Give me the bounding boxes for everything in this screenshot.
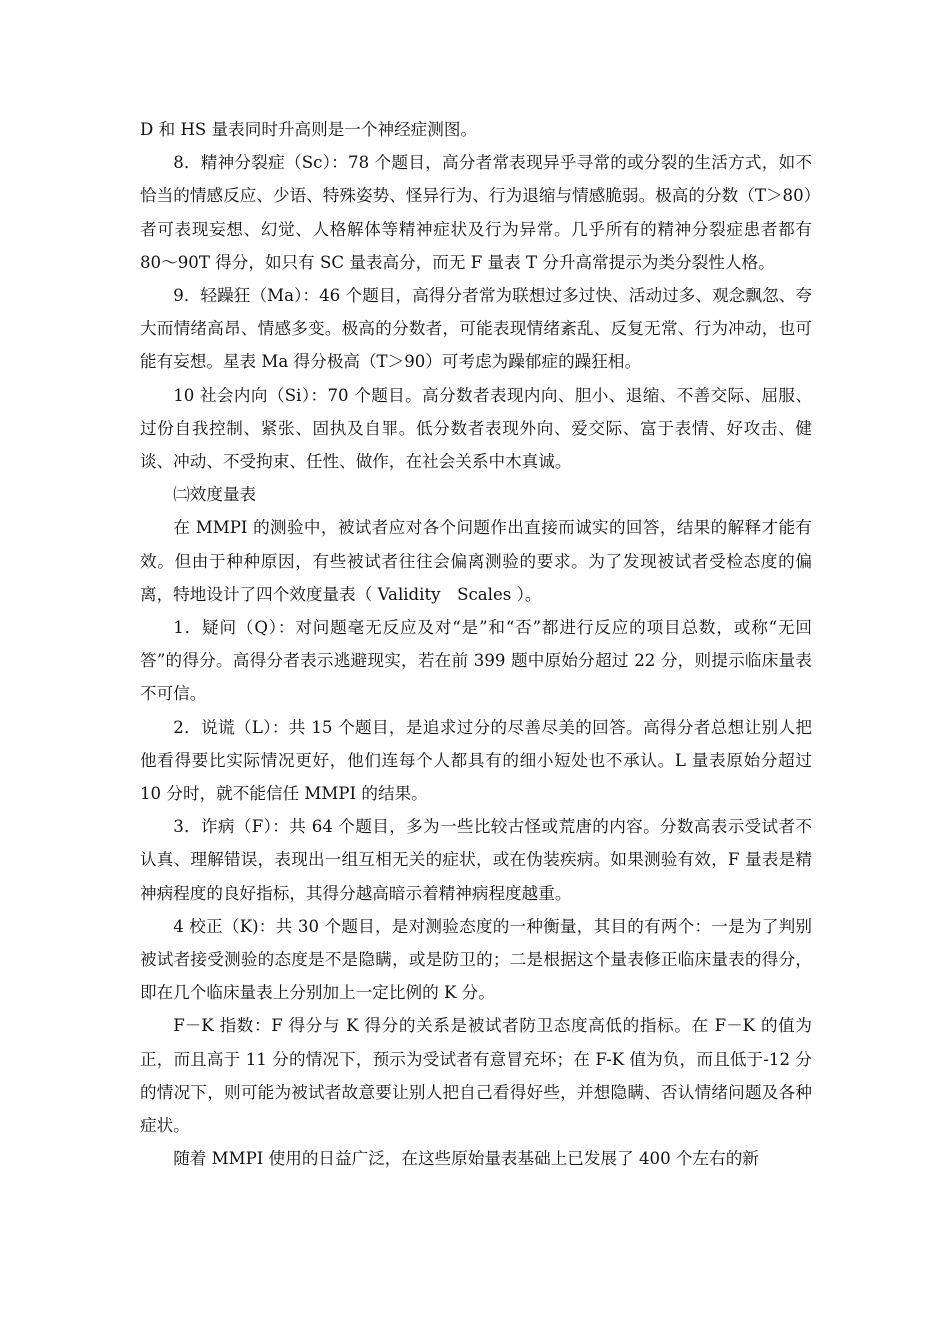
paragraph-correction-scale: 4 校正（K)：共 30 个题目，是对测验态度的一种衡量，其目的有两个：一是为了判别被试者接受测验的态度是不是隐瞒，或是防卫的；二是根据这个量表修正临床量表的得分，即在几个临床量表上分别加上一定比例的 K 分。	[140, 916, 812, 1003]
section-heading-validity-scales: ㈡效度量表	[173, 485, 257, 505]
document-page	[140, 113, 812, 1176]
paragraph-hypomania: 9．轻躁狂（Ma）：46 个题目，高得分者常为联想过多过快、活动过多、观念飘忽、夸大而情绪高昂、情感多变。极高的分数者，可能表现情绪紊乱、反复无常、行为冲动，也可能有妄想。星表 Ma 得分极高（T＞90）可考虑为躁郁症的躁狂相。	[140, 286, 812, 372]
paragraph-f-k-index: F－K 指数：F 得分与 K 得分的关系是被试者防卫态度高低的指标。在 F－K 的值为正，而且高于 11 分的情况下，预示为受试者有意冒充坏；在 F-K 值为负，而且低于-12 分的情况下，则可能为被试者故意要让别人把自己看得好些，并想隐瞒、否认情绪问题及各种症状。	[140, 1016, 812, 1136]
paragraph-validity-intro: 在 MMPI 的测验中，被试者应对各个问题作出直接而诚实的回答，结果的解释才能有效。但由于种种原因，有些被试者往往会偏离测验的要求。为了发现被试者受检态度的偏离，特地设计了四个效度量表（ Validity Scales ）。	[140, 518, 812, 604]
paragraph-schizophrenia: 8．精神分裂症（Sc）：78 个题目，高分者常表现异乎寻常的或分裂的生活方式，如不恰当的情感反应、少语、特殊姿势、怪异行为、行为退缩与情感脆弱。极高的分数（T＞80）者可表现妄想、幻觉、人格解体等精神症状及行为异常。几乎所有的精神分裂症患者都有 80～90T 得分，如只有 SC 量表高分，而无 F 量表 T 分升高常提示为类分裂性人格。	[140, 153, 812, 272]
paragraph-social-introversion: 10 社会内向（Si）：70 个题目。高分数者表现内向、胆小、退缩、不善交际、屈服、过份自我控制、紧张、固执及自罪。低分数者表现外向、爱交际、富于表情、好攻击、健谈、冲动、不受拘束、任性、做作，在社会关系中木真诚。	[140, 385, 812, 472]
paragraph-question-scale: 1．疑问（Q）：对问题毫无反应及对“是”和“否”都进行反应的项目总数，或称“无回答”的得分。高得分者表示逃避现实，若在前 399 题中原始分超过 22 分，则提示临床量表不可信。	[140, 618, 812, 704]
paragraph-mmpi-expansion: 随着 MMPI 使用的日益广泛，在这些原始量表基础上已发展了 400 个左右的新	[173, 1149, 759, 1169]
paragraph-frequency-scale: 3．诈病（F）：共 64 个题目，多为一些比较古怪或荒唐的内容。分数高表示受试者不认真、理解错误，表现出一组互相无关的症状，或在伪装疾病。如果测验有效，F 量表是精神病程度的良好指标，其得分越高暗示着精神病程度越重。	[140, 817, 812, 903]
paragraph-lie-scale: 2．说谎（L）：共 15 个题目，是追求过分的尽善尽美的回答。高得分者总想让别人把他看得要比实际情况更好，他们连每个人都具有的细小短处也不承认。L 量表原始分超过 10 分时，就不能信任 MMPI 的结果。	[140, 717, 812, 804]
paragraph: D 和 HS 量表同时升高则是一个神经症测图。	[140, 120, 478, 139]
